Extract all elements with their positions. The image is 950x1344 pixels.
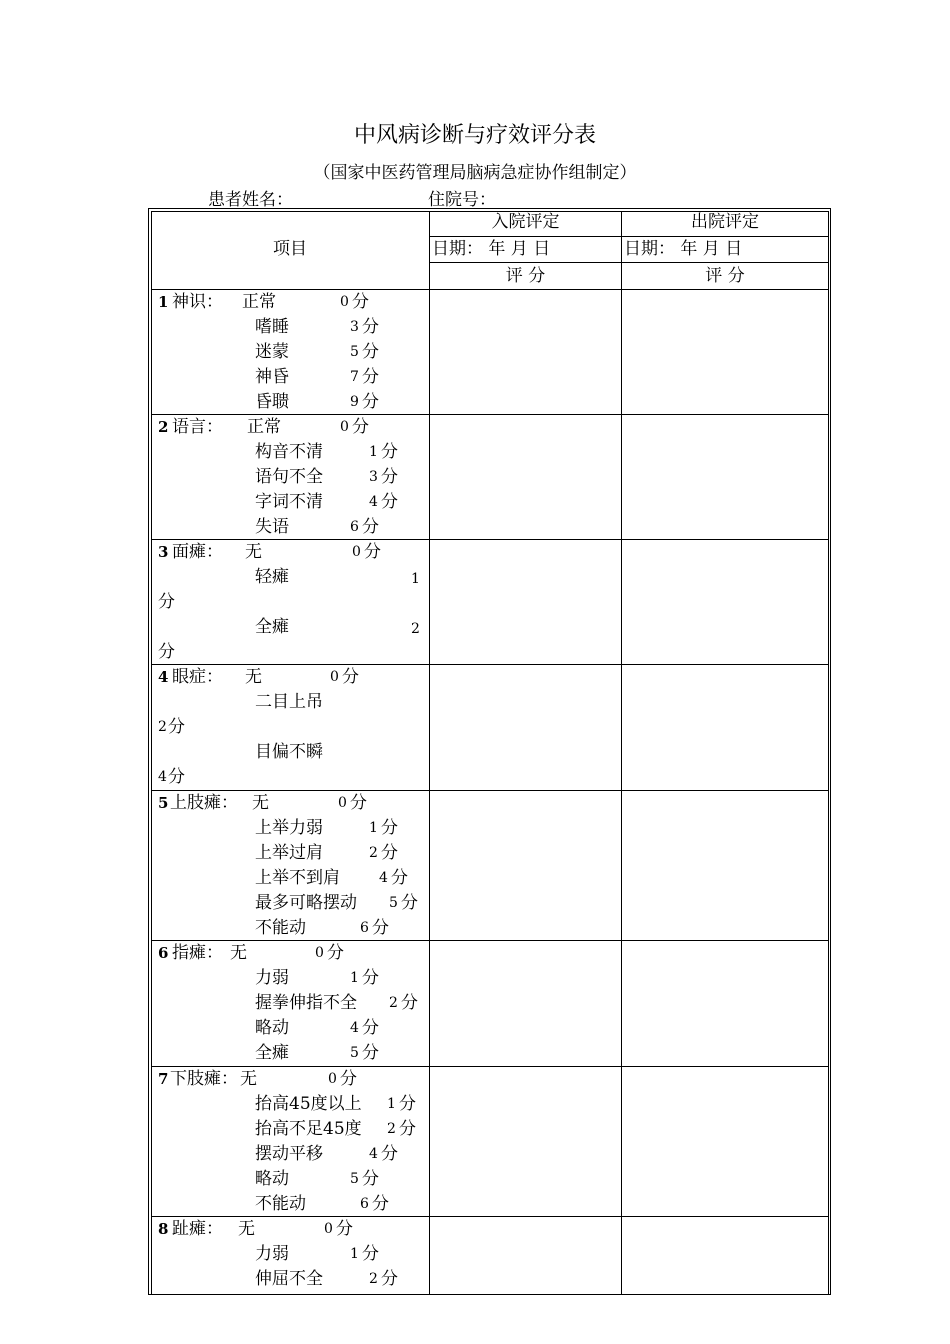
admission-header: 入院评定 [491, 212, 560, 232]
option-label: 全瘫 [255, 617, 289, 637]
patient-name-label: 患者姓名： [208, 190, 293, 210]
option-label: 上举力弱 [255, 818, 323, 838]
option-unit: 分 [340, 1069, 357, 1089]
option-label: 握拳伸指不全 [255, 993, 357, 1013]
option-points: 7 [350, 369, 359, 385]
option-points: 2 [389, 995, 398, 1011]
option-label: 略动 [255, 1169, 289, 1189]
option-label: 语句不全 [255, 467, 323, 487]
item-number: 3 [158, 543, 169, 561]
discharge-header: 出院评定 [691, 212, 759, 232]
item-header: 项目 [273, 239, 307, 259]
option-points: 6 [360, 920, 369, 936]
option-label: 无 [245, 542, 262, 562]
item-name: 趾瘫： [172, 1219, 223, 1239]
option-unit: 分 [350, 793, 367, 813]
item-name: 下肢瘫： [170, 1069, 238, 1089]
option-points: 1 [350, 970, 359, 986]
option-label: 嗜睡 [255, 317, 289, 337]
option-unit: 分 [381, 467, 398, 487]
option-label: 力弱 [255, 968, 289, 988]
option-points: 0 [340, 294, 349, 310]
option-label: 伸屈不全 [255, 1269, 323, 1289]
item-number: 2 [158, 418, 169, 436]
option-label: 抬高45度以上 [255, 1094, 362, 1114]
option-unit: 分 [401, 893, 418, 913]
option-points: 0 [324, 1221, 333, 1237]
item-separator [151, 664, 829, 665]
option-unit: 分 [362, 367, 379, 387]
admission-score-header: 评 分 [505, 266, 546, 286]
option-unit: 分 [362, 342, 379, 362]
admission-no-label: 住院号： [428, 190, 496, 210]
option-points: 5 [350, 1045, 359, 1061]
option-label: 目偏不瞬 [255, 742, 323, 762]
option-points: 0 [330, 669, 339, 685]
item-name: 上肢瘫： [170, 793, 238, 813]
item-separator [151, 539, 829, 540]
option-label: 上举过肩 [255, 843, 323, 863]
item-number: 5 [158, 794, 169, 812]
option-label: 摆动平移 [255, 1144, 323, 1164]
item-separator [151, 1066, 829, 1067]
option-points: 0 [328, 1071, 337, 1087]
option-unit: 分 [158, 592, 175, 612]
option-unit: 分 [327, 943, 344, 963]
option-unit: 分 [362, 517, 379, 537]
option-unit: 分 [372, 918, 389, 938]
item-separator [151, 940, 829, 941]
option-label: 神昏 [255, 367, 289, 387]
option-points: 2 [369, 1271, 378, 1287]
item-number: 6 [158, 944, 169, 962]
option-label: 无 [245, 667, 262, 687]
option-label: 字词不清 [255, 492, 323, 512]
option-unit: 分 [362, 317, 379, 337]
header-bottom-line [151, 289, 829, 290]
option-label: 昏聩 [255, 392, 289, 412]
page-subtitle: （国家中医药管理局脑病急症协作组制定） [313, 163, 637, 183]
option-points: 2 [369, 845, 378, 861]
item-number: 1 [158, 293, 169, 311]
item-name: 眼症： [172, 667, 223, 687]
score-table [148, 208, 831, 1294]
option-label: 无 [240, 1069, 257, 1089]
option-unit: 分 [381, 492, 398, 512]
option-label: 轻瘫 [255, 567, 289, 587]
option-points: 4 [158, 769, 167, 785]
option-unit: 分 [352, 292, 369, 312]
option-unit: 分 [391, 868, 408, 888]
option-label: 最多可略摆动 [255, 893, 357, 913]
option-points: 4 [369, 494, 378, 510]
option-unit: 分 [364, 542, 381, 562]
option-points: 6 [350, 519, 359, 535]
discharge-score-header: 评 分 [705, 266, 745, 286]
option-label: 力弱 [255, 1244, 289, 1264]
option-points: 0 [338, 795, 347, 811]
option-label: 不能动 [255, 918, 306, 938]
option-label: 失语 [255, 517, 289, 537]
item-name: 语言： [172, 417, 223, 437]
item-number: 7 [158, 1070, 169, 1088]
option-unit: 分 [381, 442, 398, 462]
page-title: 中风病诊断与疗效评分表 [353, 123, 596, 148]
option-points: 1 [369, 820, 378, 836]
option-unit: 分 [362, 968, 379, 988]
option-points: 5 [350, 1171, 359, 1187]
item-name: 神识： [172, 292, 223, 312]
admission-date-label: 日期： 年 月 日 [432, 239, 551, 259]
option-points: 1 [411, 571, 420, 587]
option-unit: 分 [372, 1194, 389, 1214]
option-points: 0 [352, 544, 361, 560]
option-unit: 分 [352, 417, 369, 437]
option-unit: 分 [381, 843, 398, 863]
option-label: 不能动 [255, 1194, 306, 1214]
option-unit: 分 [362, 1169, 379, 1189]
option-points: 9 [350, 394, 359, 410]
option-points: 1 [350, 1246, 359, 1262]
option-unit: 分 [401, 993, 418, 1013]
option-unit: 分 [362, 1043, 379, 1063]
option-label: 构音不清 [255, 442, 323, 462]
option-label: 正常 [242, 292, 276, 312]
option-points: 4 [369, 1146, 378, 1162]
option-label: 无 [238, 1219, 255, 1239]
option-unit: 分 [168, 767, 185, 787]
option-unit: 分 [399, 1094, 416, 1114]
option-points: 5 [389, 895, 398, 911]
table-border-right [828, 211, 829, 1294]
option-points: 1 [387, 1096, 396, 1112]
option-unit: 分 [362, 1018, 379, 1038]
column-divider-item [429, 211, 430, 1294]
option-points: 2 [411, 621, 420, 637]
item-separator [151, 1216, 829, 1217]
item-number: 8 [158, 1220, 169, 1238]
option-label: 正常 [247, 417, 281, 437]
option-points: 1 [369, 444, 378, 460]
option-points: 4 [379, 870, 388, 886]
item-name: 面瘫： [172, 542, 223, 562]
header-row-line-1 [429, 236, 829, 237]
option-points: 4 [350, 1020, 359, 1036]
discharge-date-label: 日期： 年 月 日 [624, 239, 743, 259]
option-points: 5 [350, 344, 359, 360]
item-number: 4 [158, 668, 169, 686]
option-points: 3 [369, 469, 378, 485]
option-unit: 分 [362, 392, 379, 412]
option-label: 迷蒙 [255, 342, 289, 362]
option-unit: 分 [342, 667, 359, 687]
option-points: 2 [387, 1121, 396, 1137]
option-points: 0 [315, 945, 324, 961]
option-unit: 分 [168, 717, 185, 737]
item-separator [151, 790, 829, 791]
table-border-right-outer [830, 208, 831, 1294]
table-inner-border-left [151, 211, 152, 1294]
item-separator [151, 414, 829, 415]
option-unit: 分 [381, 1269, 398, 1289]
option-label: 上举不到肩 [255, 868, 340, 888]
header-row-line-2 [429, 262, 829, 263]
option-points: 6 [360, 1196, 369, 1212]
option-label: 全瘫 [255, 1043, 289, 1063]
option-unit: 分 [399, 1119, 416, 1139]
option-points: 3 [350, 319, 359, 335]
option-unit: 分 [336, 1219, 353, 1239]
column-divider-admission [621, 211, 622, 1294]
option-label: 无 [230, 943, 247, 963]
option-label: 无 [252, 793, 269, 813]
option-label: 二目上吊 [255, 692, 323, 712]
option-label: 抬高不足45度 [255, 1119, 362, 1139]
option-unit: 分 [158, 642, 175, 662]
option-label: 略动 [255, 1018, 289, 1038]
option-unit: 分 [362, 1244, 379, 1264]
option-unit: 分 [381, 818, 398, 838]
option-points: 0 [340, 419, 349, 435]
option-points: 2 [158, 719, 167, 735]
item-name: 指瘫： [172, 943, 223, 963]
table-bottom-line [148, 1294, 831, 1295]
option-unit: 分 [381, 1144, 398, 1164]
